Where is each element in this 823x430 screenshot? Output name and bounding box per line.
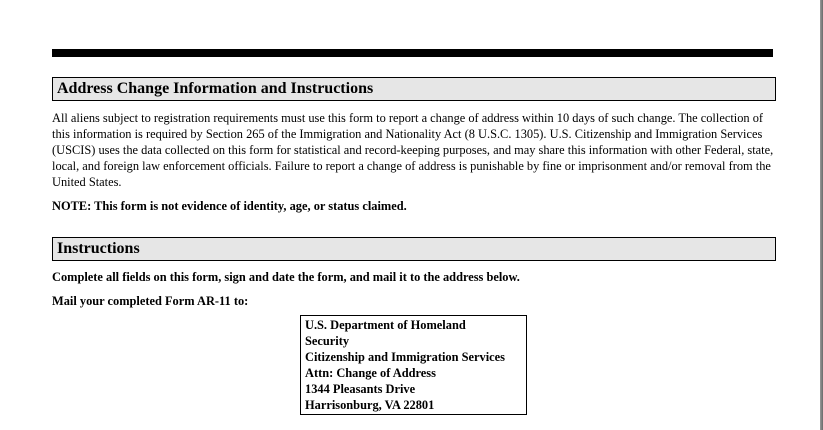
address-line: Security <box>305 334 350 348</box>
mailing-address-box <box>300 315 527 415</box>
section-header-instructions: Instructions <box>52 237 776 261</box>
address-line: 1344 Pleasants Drive <box>305 382 416 396</box>
address-line: Attn: Change of Address <box>305 366 436 380</box>
section-header-address-change: Address Change Information and Instructions <box>52 77 776 101</box>
top-rule-divider <box>52 49 773 57</box>
address-line: U.S. Department of Homeland <box>305 318 466 332</box>
address-line: Harrisonburg, VA 22801 <box>305 398 435 412</box>
mail-to-label: Mail your completed Form AR-11 to: <box>52 294 249 308</box>
address-line: Citizenship and Immigration Services <box>305 350 505 364</box>
note-text: NOTE: This form is not evidence of identity, age, or status claimed. <box>52 199 407 213</box>
instructions-line: Complete all fields on this form, sign and date the form, and mail it to the address below. <box>52 270 520 284</box>
address-change-paragraph: All aliens subject to registration requirements must use this form to report a change of address within 10 days of such change. The collection of this information is required by Section 265 of the Immigration and Nationality Act (8 U.S.C. 1305). U.S. Citizenship and Immigration Services (USCIS) uses the data collected on this form for statistical and record-keeping purposes, and may share this information with other Federal, state, local, and foreign law enforcement officials. Failure to report a change of address is punishable by fine or imprisonment and/or removal from the United States. <box>52 111 774 189</box>
